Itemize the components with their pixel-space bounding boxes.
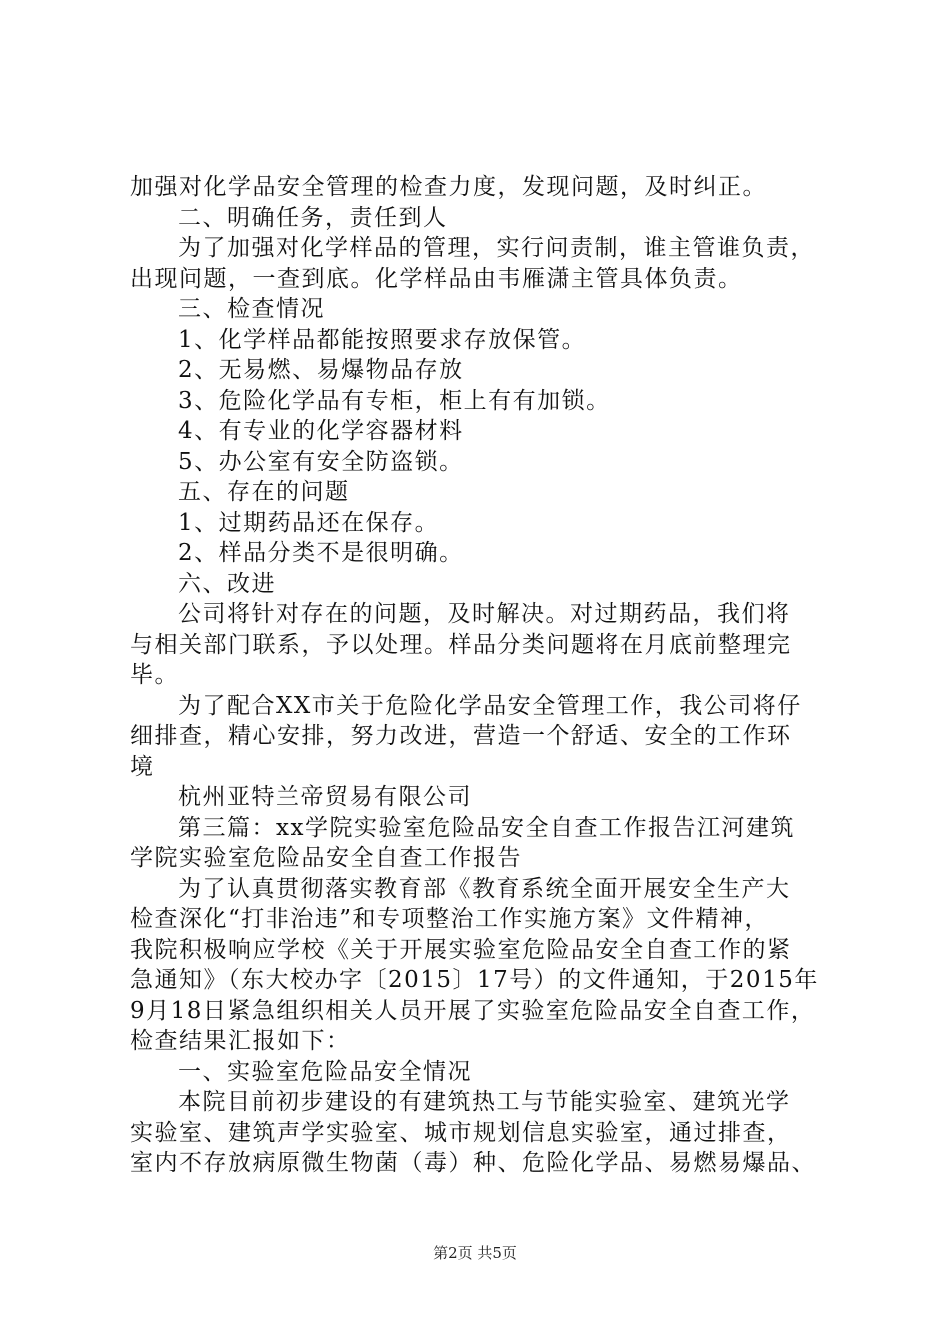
text-line: 为了认真贯彻落实教育部《教育系统全面开展安全生产大 <box>178 875 791 902</box>
text-line: 加强对化学品安全管理的检查力度，发现问题，及时纠正。 <box>130 174 767 200</box>
text-line: 我院积极响应学校《关于开展实验室危险品安全自查工作的紧 <box>130 936 792 963</box>
text-line: 5、办公室有安全防盗锁。 <box>178 448 464 475</box>
text-line: 1、化学样品都能按照要求存放保管。 <box>178 326 587 353</box>
text-line: 4、有专业的化学容器材料 <box>178 418 464 444</box>
page-footer: 第2页 共5页 <box>433 1244 517 1262</box>
text-line: 公司将针对存在的问题，及时解决。对过期药品，我们将 <box>178 601 791 627</box>
text-line: 毕。 <box>130 662 179 688</box>
text-line: 2、样品分类不是很明确。 <box>178 540 464 566</box>
text-line: 检查深化“打非治违”和专项整治工作实施方案》文件精神， <box>130 906 770 932</box>
text-line: 出现问题，一查到底。化学样品由韦雁潇主管具体负责。 <box>130 265 743 292</box>
text-line: 2、无易燃、易爆物品存放 <box>178 357 464 383</box>
text-line: 一、实验室危险品安全情况 <box>178 1058 472 1085</box>
text-line: 六、改进 <box>178 570 276 597</box>
text-line: 为了配合XX市关于危险化学品安全管理工作，我公司将仔 <box>178 692 802 719</box>
text-line: 与相关部门联系，予以处理。样品分类问题将在月底前整理完 <box>130 631 792 658</box>
text-line: 境 <box>130 753 155 780</box>
text-line: 杭州亚特兰帝贸易有限公司 <box>178 784 472 810</box>
text-line: 为了加强对化学样品的管理，实行问责制，谁主管谁负责， <box>178 235 815 261</box>
text-line: 二、明确任务，责任到人 <box>178 204 448 231</box>
document-body <box>130 172 845 1179</box>
text-line: 检查结果汇报如下： <box>130 1028 351 1054</box>
text-line: 1、过期药品还在保存。 <box>178 509 440 536</box>
text-line: 急通知》（东大校办字〔2015〕17号）的文件通知，于2015年 <box>130 967 819 993</box>
text-line: 室内不存放病原微生物菌（毒）种、危险化学品、易燃易爆品、 <box>130 1150 816 1176</box>
text-line: 实验室、建筑声学实验室、城市规划信息实验室，通过排查， <box>130 1119 792 1146</box>
text-line: 9月18日紧急组织相关人员开展了实验室危险品安全自查工作， <box>130 997 816 1024</box>
text-line: 学院实验室危险品安全自查工作报告 <box>130 845 522 871</box>
text-line: 第三篇：xx学院实验室危险品安全自查工作报告江河建筑 <box>178 814 795 841</box>
text-line: 五、存在的问题 <box>178 479 350 505</box>
text-line: 细排查，精心安排，努力改进，营造一个舒适、安全的工作环 <box>130 723 792 749</box>
text-line: 3、危险化学品有专柜，柜上有有加锁。 <box>178 387 611 414</box>
text-line: 本院目前初步建设的有建筑热工与节能实验室、建筑光学 <box>178 1089 791 1115</box>
text-line: 三、检查情况 <box>178 296 325 322</box>
